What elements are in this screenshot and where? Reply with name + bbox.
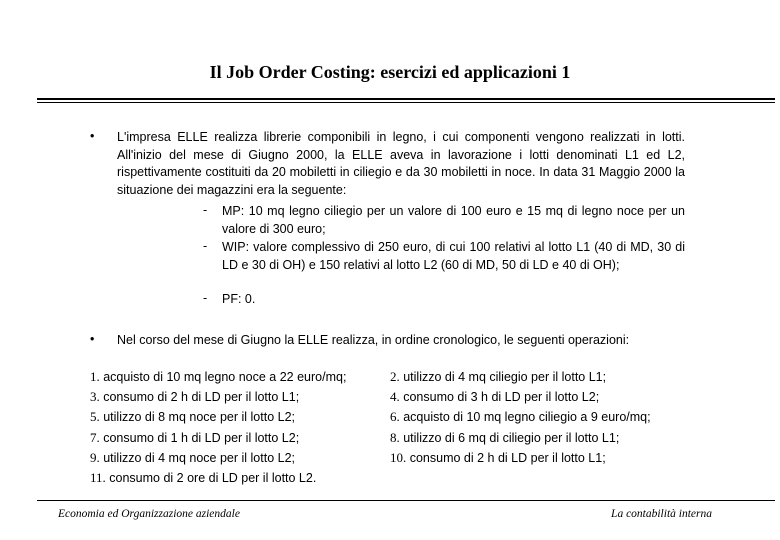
- operation-item: [90, 368, 346, 387]
- stock-item-mp: MP: 10 mq legno ciliegio per un valore di 100 euro e 15 mq di legno noce per un valore di 300 euro;: [222, 204, 685, 236]
- operation-number: 6.: [390, 409, 400, 424]
- operation-item: [90, 429, 299, 448]
- operation-number: 7.: [90, 430, 100, 445]
- operation-item: [390, 449, 606, 468]
- operation-number: 11.: [90, 470, 106, 485]
- operation-number: 10.: [390, 450, 407, 465]
- stock-dash-1: -: [203, 203, 208, 217]
- stock-item-wip: WIP: valore complessivo di 250 euro, di cui 100 relativi al lotto L1 (40 di MD, 30 di LD e 30 di OH) e 150 relativi al lotto L2 (60 di MD, 50 di LD e 40 di OH);: [222, 240, 685, 272]
- operation-text: consumo di 2 h di LD per il lotto L1;: [99, 390, 300, 404]
- operation-item: [90, 449, 295, 468]
- operation-text: utilizzo di 4 mq ciliegio per il lotto L1;: [399, 370, 607, 384]
- stock-item-pf: PF: 0.: [222, 292, 256, 306]
- operation-item: [390, 368, 606, 387]
- header-rule-thick: [37, 98, 775, 100]
- operation-text: acquisto di 10 mq legno noce a 22 euro/mq;: [99, 370, 347, 384]
- operation-item: [390, 429, 619, 448]
- operations-intro-paragraph: Nel corso del mese di Giugno la ELLE realizza, in ordine cronologico, le seguenti operazioni:: [117, 333, 630, 347]
- stock-dash-2: -: [203, 239, 208, 253]
- operation-item: [90, 469, 316, 488]
- operation-text: utilizzo di 6 mq di ciliegio per il lotto L1;: [399, 431, 620, 445]
- operation-number: 9.: [90, 450, 100, 465]
- stock-dash-3: -: [203, 291, 208, 305]
- operation-number: 2.: [390, 369, 400, 384]
- operation-item: [390, 408, 651, 427]
- bullet-icon: •: [90, 332, 95, 346]
- operation-text: consumo di 1 h di LD per il lotto L2;: [99, 431, 300, 445]
- operation-text: consumo di 2 ore di LD per il lotto L2.: [105, 471, 317, 485]
- header-rule-thin: [37, 102, 775, 103]
- operation-number: 5.: [90, 409, 100, 424]
- operation-number: 8.: [390, 430, 400, 445]
- operation-text: utilizzo di 8 mq noce per il lotto L2;: [99, 410, 295, 424]
- page-title: Il Job Order Costing: esercizi ed applicazioni 1: [209, 62, 571, 82]
- operation-item: [390, 388, 599, 407]
- operation-number: 3.: [90, 389, 100, 404]
- operation-item: [90, 408, 295, 427]
- operation-item: [90, 388, 299, 407]
- footer-section-title: La contabilità interna: [611, 508, 712, 520]
- intro-paragraph: L'impresa ELLE realizza librerie componibili in legno, i cui componenti vengono realizzati in lotti. All'inizio del mese di Giugno 2000, la ELLE aveva in lavorazione i lotti denominati L1 ed L2, rispettivamente costituiti da 20 mobiletti in ciliegio e da 30 mobiletti in noce. In data 31 Maggio 2000 la situazione dei magazzini era la seguente:: [117, 130, 685, 197]
- operation-number: 1.: [90, 369, 100, 384]
- bullet-icon: •: [90, 129, 95, 143]
- operation-text: acquisto di 10 mq legno ciliegio a 9 euro/mq;: [399, 410, 651, 424]
- operation-text: consumo di 2 h di LD per il lotto L1;: [406, 451, 606, 465]
- operation-number: 4.: [390, 389, 400, 404]
- footer-course-title: Economia ed Organizzazione aziendale: [58, 508, 240, 520]
- operation-text: utilizzo di 4 mq noce per il lotto L2;: [99, 451, 295, 465]
- footer-rule: [37, 500, 775, 501]
- operation-text: consumo di 3 h di LD per il lotto L2;: [399, 390, 600, 404]
